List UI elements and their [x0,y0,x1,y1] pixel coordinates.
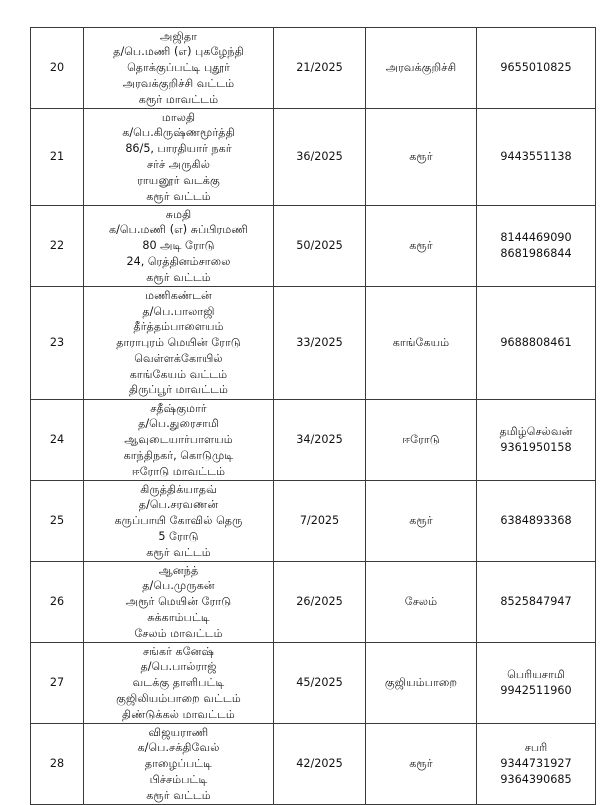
address-line: விஜயராணி [148,725,209,739]
address-line: சுக்காம்பட்டி [147,610,210,624]
serial-number: 25 [31,481,84,562]
table-row [31,481,596,562]
address-line: 5 ரோடு [158,529,199,543]
address-line: க/பெ.மணி (எ) சுப்பிரமணி [109,223,248,237]
address-line: சதீஷ்குமார் [150,401,207,415]
address-cell [84,206,274,287]
case-number: 50/2025 [274,206,366,287]
phone-line: தமிழ்செல்வன் [499,425,573,439]
place: கரூர் [366,724,477,805]
case-number: 21/2025 [274,28,366,109]
place: காங்கேயம் [366,287,477,400]
place: குஜியம்பாறை [366,643,477,724]
place: அரவக்குறிச்சி [366,28,477,109]
serial-number: 28 [31,724,84,805]
phone-cell [477,28,596,109]
address-line: ஆனந்த் [158,563,199,577]
phone-cell [477,400,596,481]
address-line: கிருத்திக்யாதவ் [140,482,217,496]
address-line: கரூர் வட்டம் [146,270,211,284]
address-line: த/பெ.மணி (எ) புகழேந்தி [113,45,244,59]
table-row [31,724,596,805]
case-number: 45/2025 [274,643,366,724]
case-number: 42/2025 [274,724,366,805]
address-line: தொக்குப்பட்டி புதூர் [127,61,230,75]
table-row [31,206,596,287]
phone-line: பெரியசாமி [507,668,565,682]
address-line: கரூர் வட்டம் [146,545,211,559]
address-line: க/பெ.கிருஷ்ணமூர்த்தி [122,126,235,140]
place: கரூர் [366,481,477,562]
serial-number: 20 [31,28,84,109]
address-line: சேலம் மாவட்டம் [134,626,223,640]
address-line: த/பெ.முருகன் [142,579,215,593]
address-line: வடக்கு தாளிபட்டி [132,676,225,690]
case-number: 26/2025 [274,562,366,643]
address-line: ராயனூர் வடக்கு [137,173,220,187]
place: கரூர் [366,109,477,206]
phone-cell [477,287,596,400]
phone-cell [477,562,596,643]
records-table [30,27,596,805]
case-number: 7/2025 [274,481,366,562]
phone-cell [477,109,596,206]
table-row [31,562,596,643]
address-line: சர்ச் அருகில் [146,158,211,171]
address-line: காந்திநகர், கொடுமுடி [123,448,234,462]
serial-number: 27 [31,643,84,724]
address-cell [84,562,274,643]
phone-line: 9443551138 [500,150,572,164]
address-line: கரூர் மாவட்டம் [138,92,219,106]
address-line: காங்கேயம் வட்டம் [129,367,228,381]
phone-line: 9655010825 [500,61,572,75]
phone-line: 6384893368 [500,514,572,528]
phone-cell [477,643,596,724]
address-cell [84,481,274,562]
phone-line: 9942511960 [500,684,572,697]
place: ஈரோடு [366,400,477,481]
address-line: மாலதி [161,110,196,124]
table-row [31,28,596,109]
address-cell [84,724,274,805]
case-number: 36/2025 [274,109,366,206]
serial-number: 22 [31,206,84,287]
address-line: அரவக்குறிச்சி வட்டம் [122,76,235,90]
address-line: த/பெ.பாலாஜி [142,304,215,318]
address-line: தாராபுரம் மெயின் ரோடு [116,336,241,350]
address-line: த/பெ.சரவணன் [138,498,219,512]
address-line: கரூர் வட்டம் [146,788,211,802]
phone-line: 8681986844 [500,247,572,260]
phone-line: 8144469090 [500,231,572,245]
phone-line: 9364390685 [500,772,572,786]
table-row [31,643,596,724]
phone-cell [477,724,596,805]
address-cell [84,400,274,481]
address-line: த/பெ.துரைசாமி [138,417,219,431]
phone-line: சபரி [524,741,548,755]
address-cell [84,643,274,724]
phone-cell [477,481,596,562]
address-line: 80 அடி ரோடு [142,239,215,253]
address-line: தீர்த்தம்பாளையம் [133,320,224,334]
address-line: திண்டுக்கல் மாவட்டம் [122,707,235,721]
phone-line: 9688808461 [500,336,572,350]
address-line: திருப்பூர் மாவட்டம் [128,383,229,397]
address-line: 86/5, பாரதியார் நகர் [125,142,232,156]
address-line: ஆவுடையார்பாளயம் [124,433,233,447]
case-number: 34/2025 [274,400,366,481]
address-line: குஜிலியம்பாறை வட்டம் [116,691,241,705]
serial-number: 23 [31,287,84,400]
serial-number: 21 [31,109,84,206]
address-line: கரூர் வட்டம் [146,189,211,203]
address-cell [84,287,274,400]
table-row [31,109,596,206]
address-line: சங்கர் கனேஷ் [142,644,215,658]
phone-line: 9344731927 [500,757,572,771]
table-row [31,400,596,481]
address-cell [84,28,274,109]
address-line: 24, ரெத்தினம்சாலை [126,254,231,268]
address-line: க/பெ.சக்திவேல் [137,741,220,755]
phone-cell [477,206,596,287]
address-line: த/பெ.பால்ராஜ் [140,660,217,674]
address-line: ஈரோடு மாவட்டம் [131,464,226,478]
address-line: அஜிதா [160,29,197,43]
serial-number: 24 [31,400,84,481]
phone-line: 9361950158 [500,441,572,454]
address-line: கருப்பாயி கோவில் தெரு [114,514,243,528]
address-line: வெள்ளக்கோயில் [134,351,223,365]
phone-line: 8525847947 [500,595,572,609]
address-line: மணிகண்டன் [145,288,212,302]
serial-number: 26 [31,562,84,643]
place: சேலம் [366,562,477,643]
case-number: 33/2025 [274,287,366,400]
address-cell [84,109,274,206]
address-line: சுமதி [165,207,192,221]
address-line: அரூர் மெயின் ரோடு [125,595,232,609]
address-line: பிச்சம்பட்டி [149,772,208,786]
place: கரூர் [366,206,477,287]
table-row [31,287,596,400]
address-line: தாழைப்பட்டி [144,757,213,771]
